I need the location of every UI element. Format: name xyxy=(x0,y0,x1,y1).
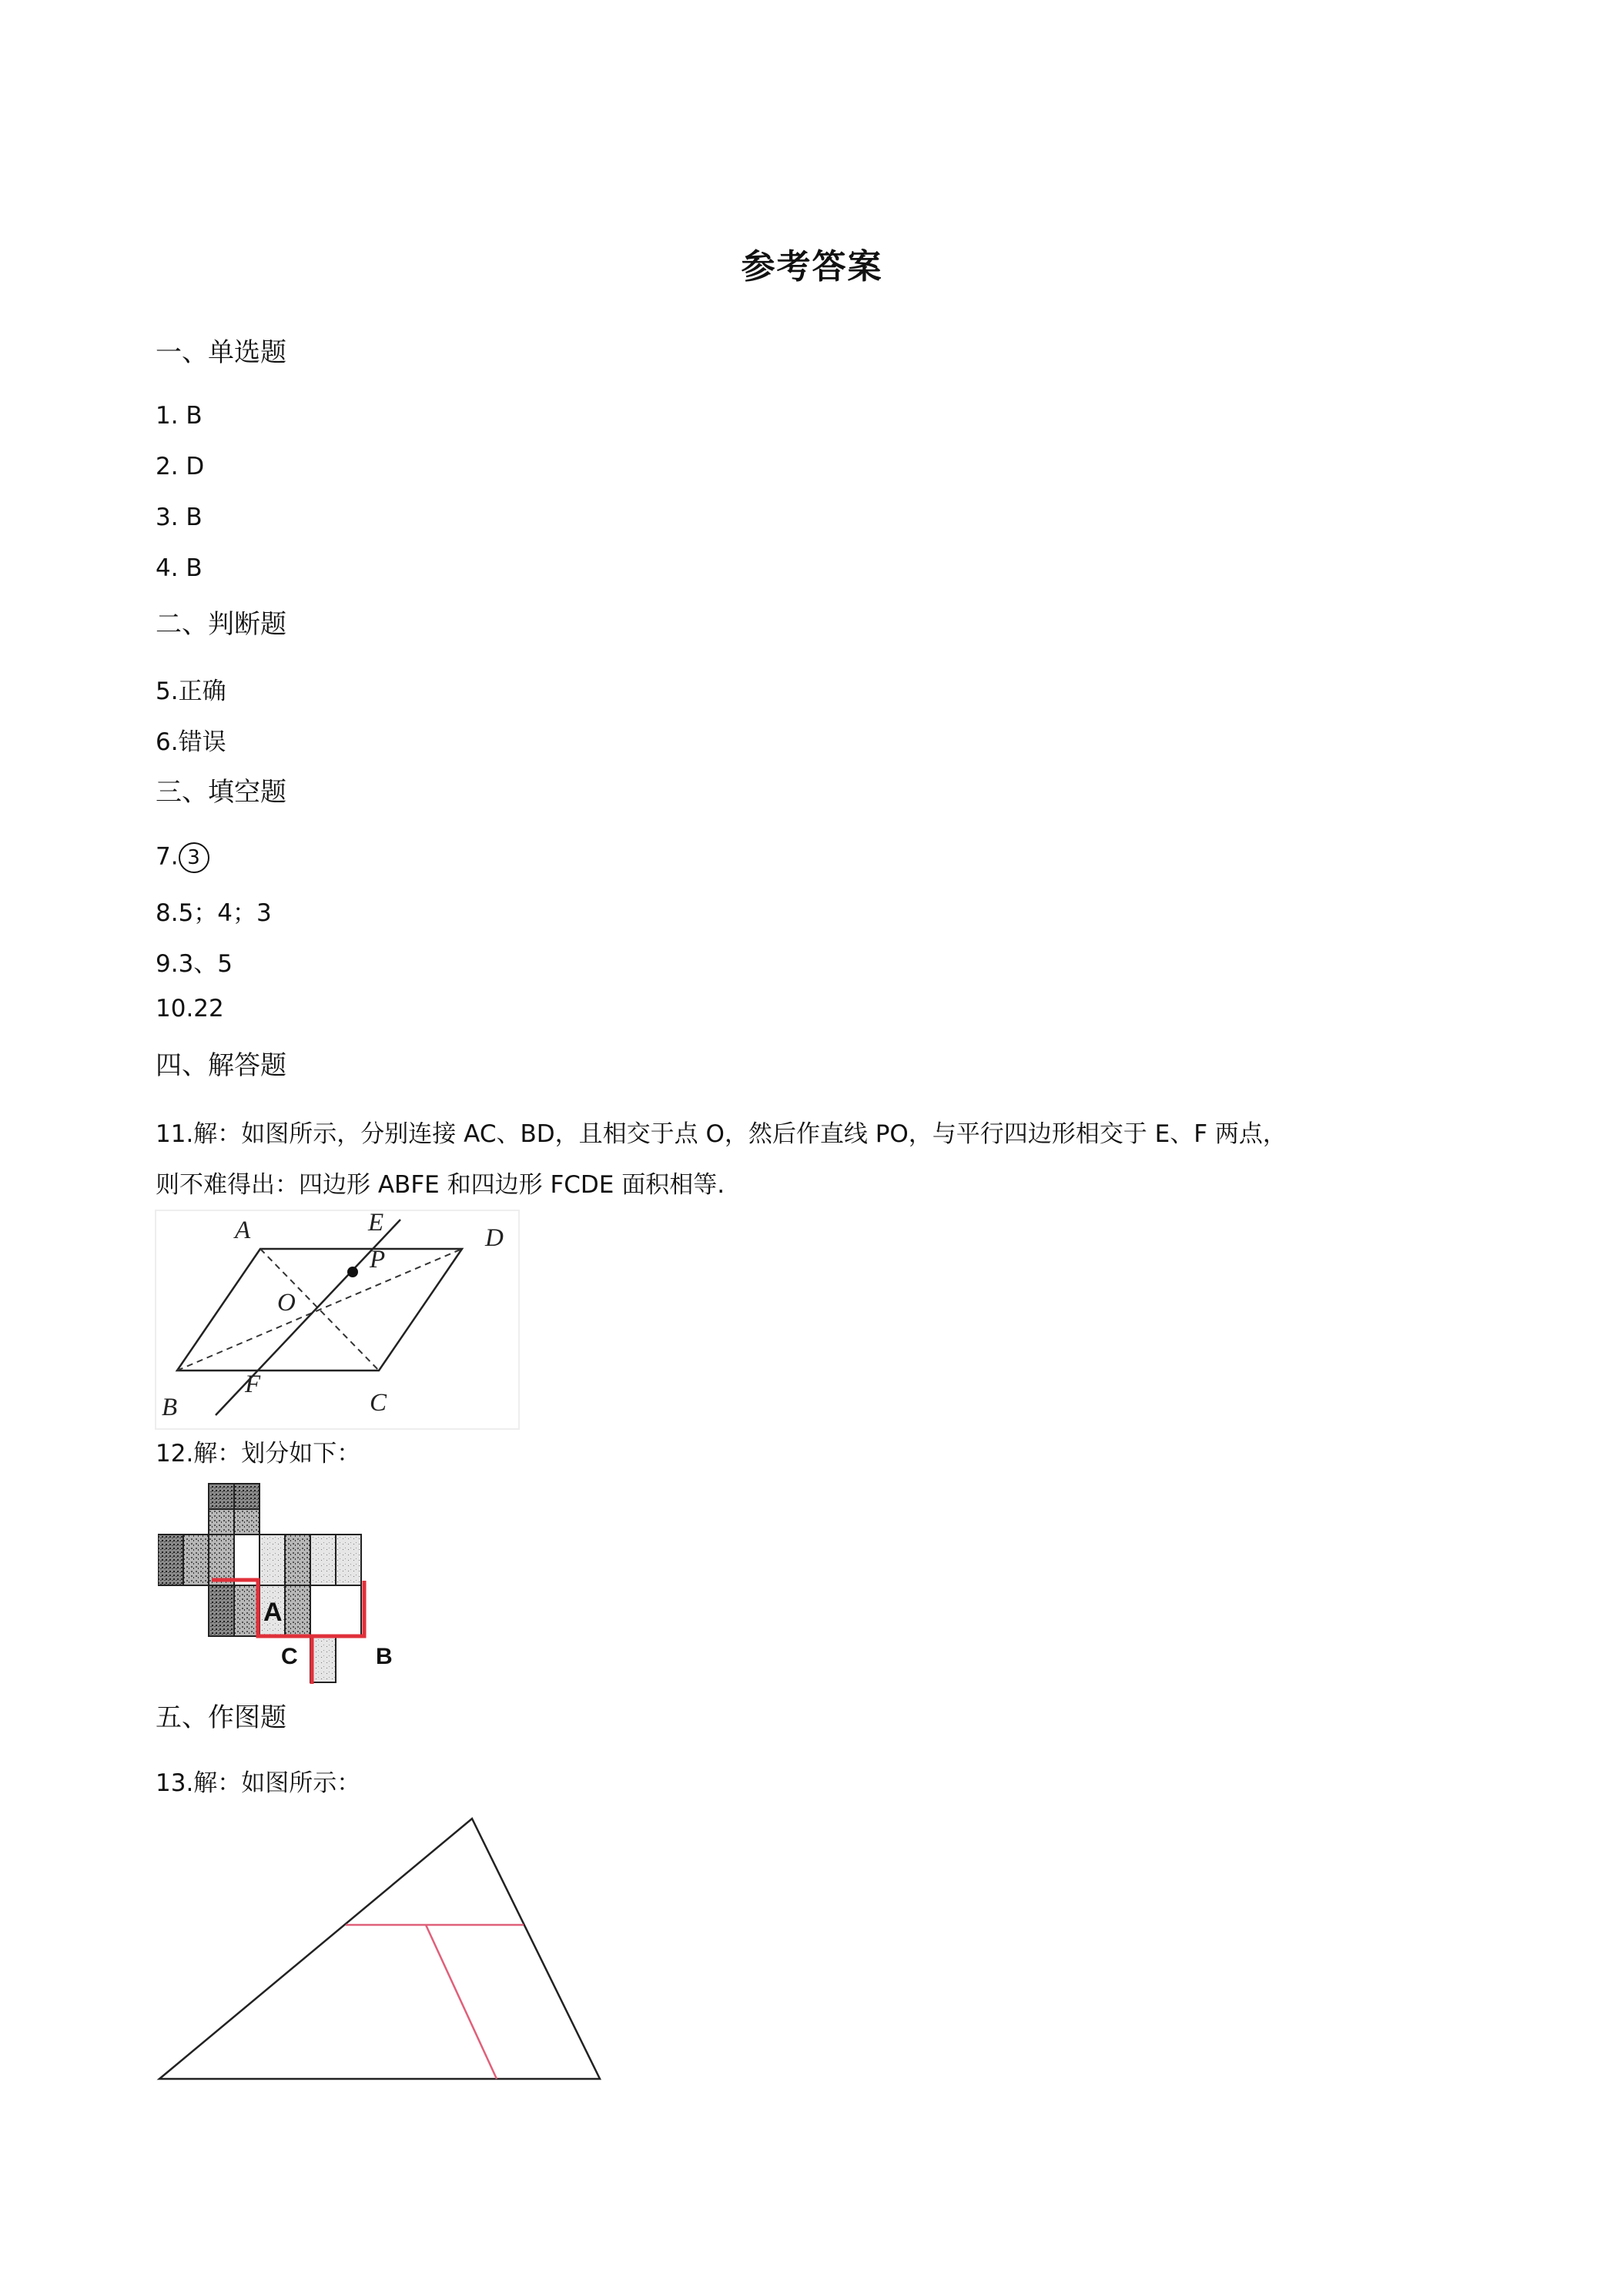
answer-2: 2. D xyxy=(156,453,205,480)
triangle xyxy=(159,1819,600,2079)
q13-triangle-figure xyxy=(150,1809,612,2094)
region-label-A: A xyxy=(263,1598,283,1627)
answer-1: 1. B xyxy=(156,402,203,430)
label-F: F xyxy=(245,1371,261,1398)
q12-grid-figure xyxy=(158,1482,420,1684)
q13-text: 13.解：如图所示： xyxy=(156,1769,361,1797)
section-drawing: 五、作图题 xyxy=(156,1702,286,1733)
label-E: E xyxy=(368,1209,384,1237)
section-fill-blank: 三、填空题 xyxy=(156,777,286,808)
answer-8: 8.5；4；3 xyxy=(156,899,272,927)
answer-3: 3. B xyxy=(156,504,203,531)
answer-10: 10.22 xyxy=(156,995,224,1022)
circled-number: 3 xyxy=(179,842,209,873)
section-true-false: 二、判断题 xyxy=(156,609,286,640)
answer-9: 9.3、5 xyxy=(156,950,233,978)
region-label-B: B xyxy=(376,1644,393,1669)
label-A: A xyxy=(235,1217,251,1244)
region-label-C: C xyxy=(281,1644,298,1669)
section-solution: 四、解答题 xyxy=(156,1050,286,1081)
label-C: C xyxy=(370,1389,387,1417)
point-P xyxy=(347,1267,358,1277)
answer-7-prefix: 7. xyxy=(156,842,179,871)
q11-text-line1: 11.解：如图所示，分别连接 AC、BD，且相交于点 O，然后作直线 PO，与平行四边形相交于 E、F 两点， xyxy=(156,1120,1287,1148)
answer-6: 6.错误 xyxy=(156,728,226,756)
answer-7 xyxy=(156,842,209,873)
q12-text: 12.解：划分如下： xyxy=(156,1440,361,1468)
q11-text-line2: 则不难得出：四边形 ABFE 和四边形 FCDE 面积相等. xyxy=(156,1171,725,1199)
answer-4: 4. B xyxy=(156,554,203,582)
label-P: P xyxy=(370,1246,386,1274)
label-O: O xyxy=(277,1289,296,1317)
section-single-choice: 一、单选题 xyxy=(156,337,286,368)
answer-5: 5.正确 xyxy=(156,678,226,705)
pink-division-slant xyxy=(426,1925,497,2079)
page-title: 参考答案 xyxy=(741,247,883,286)
label-D: D xyxy=(485,1224,504,1252)
q11-parallelogram-figure xyxy=(154,1209,524,1432)
label-B: B xyxy=(162,1394,178,1421)
